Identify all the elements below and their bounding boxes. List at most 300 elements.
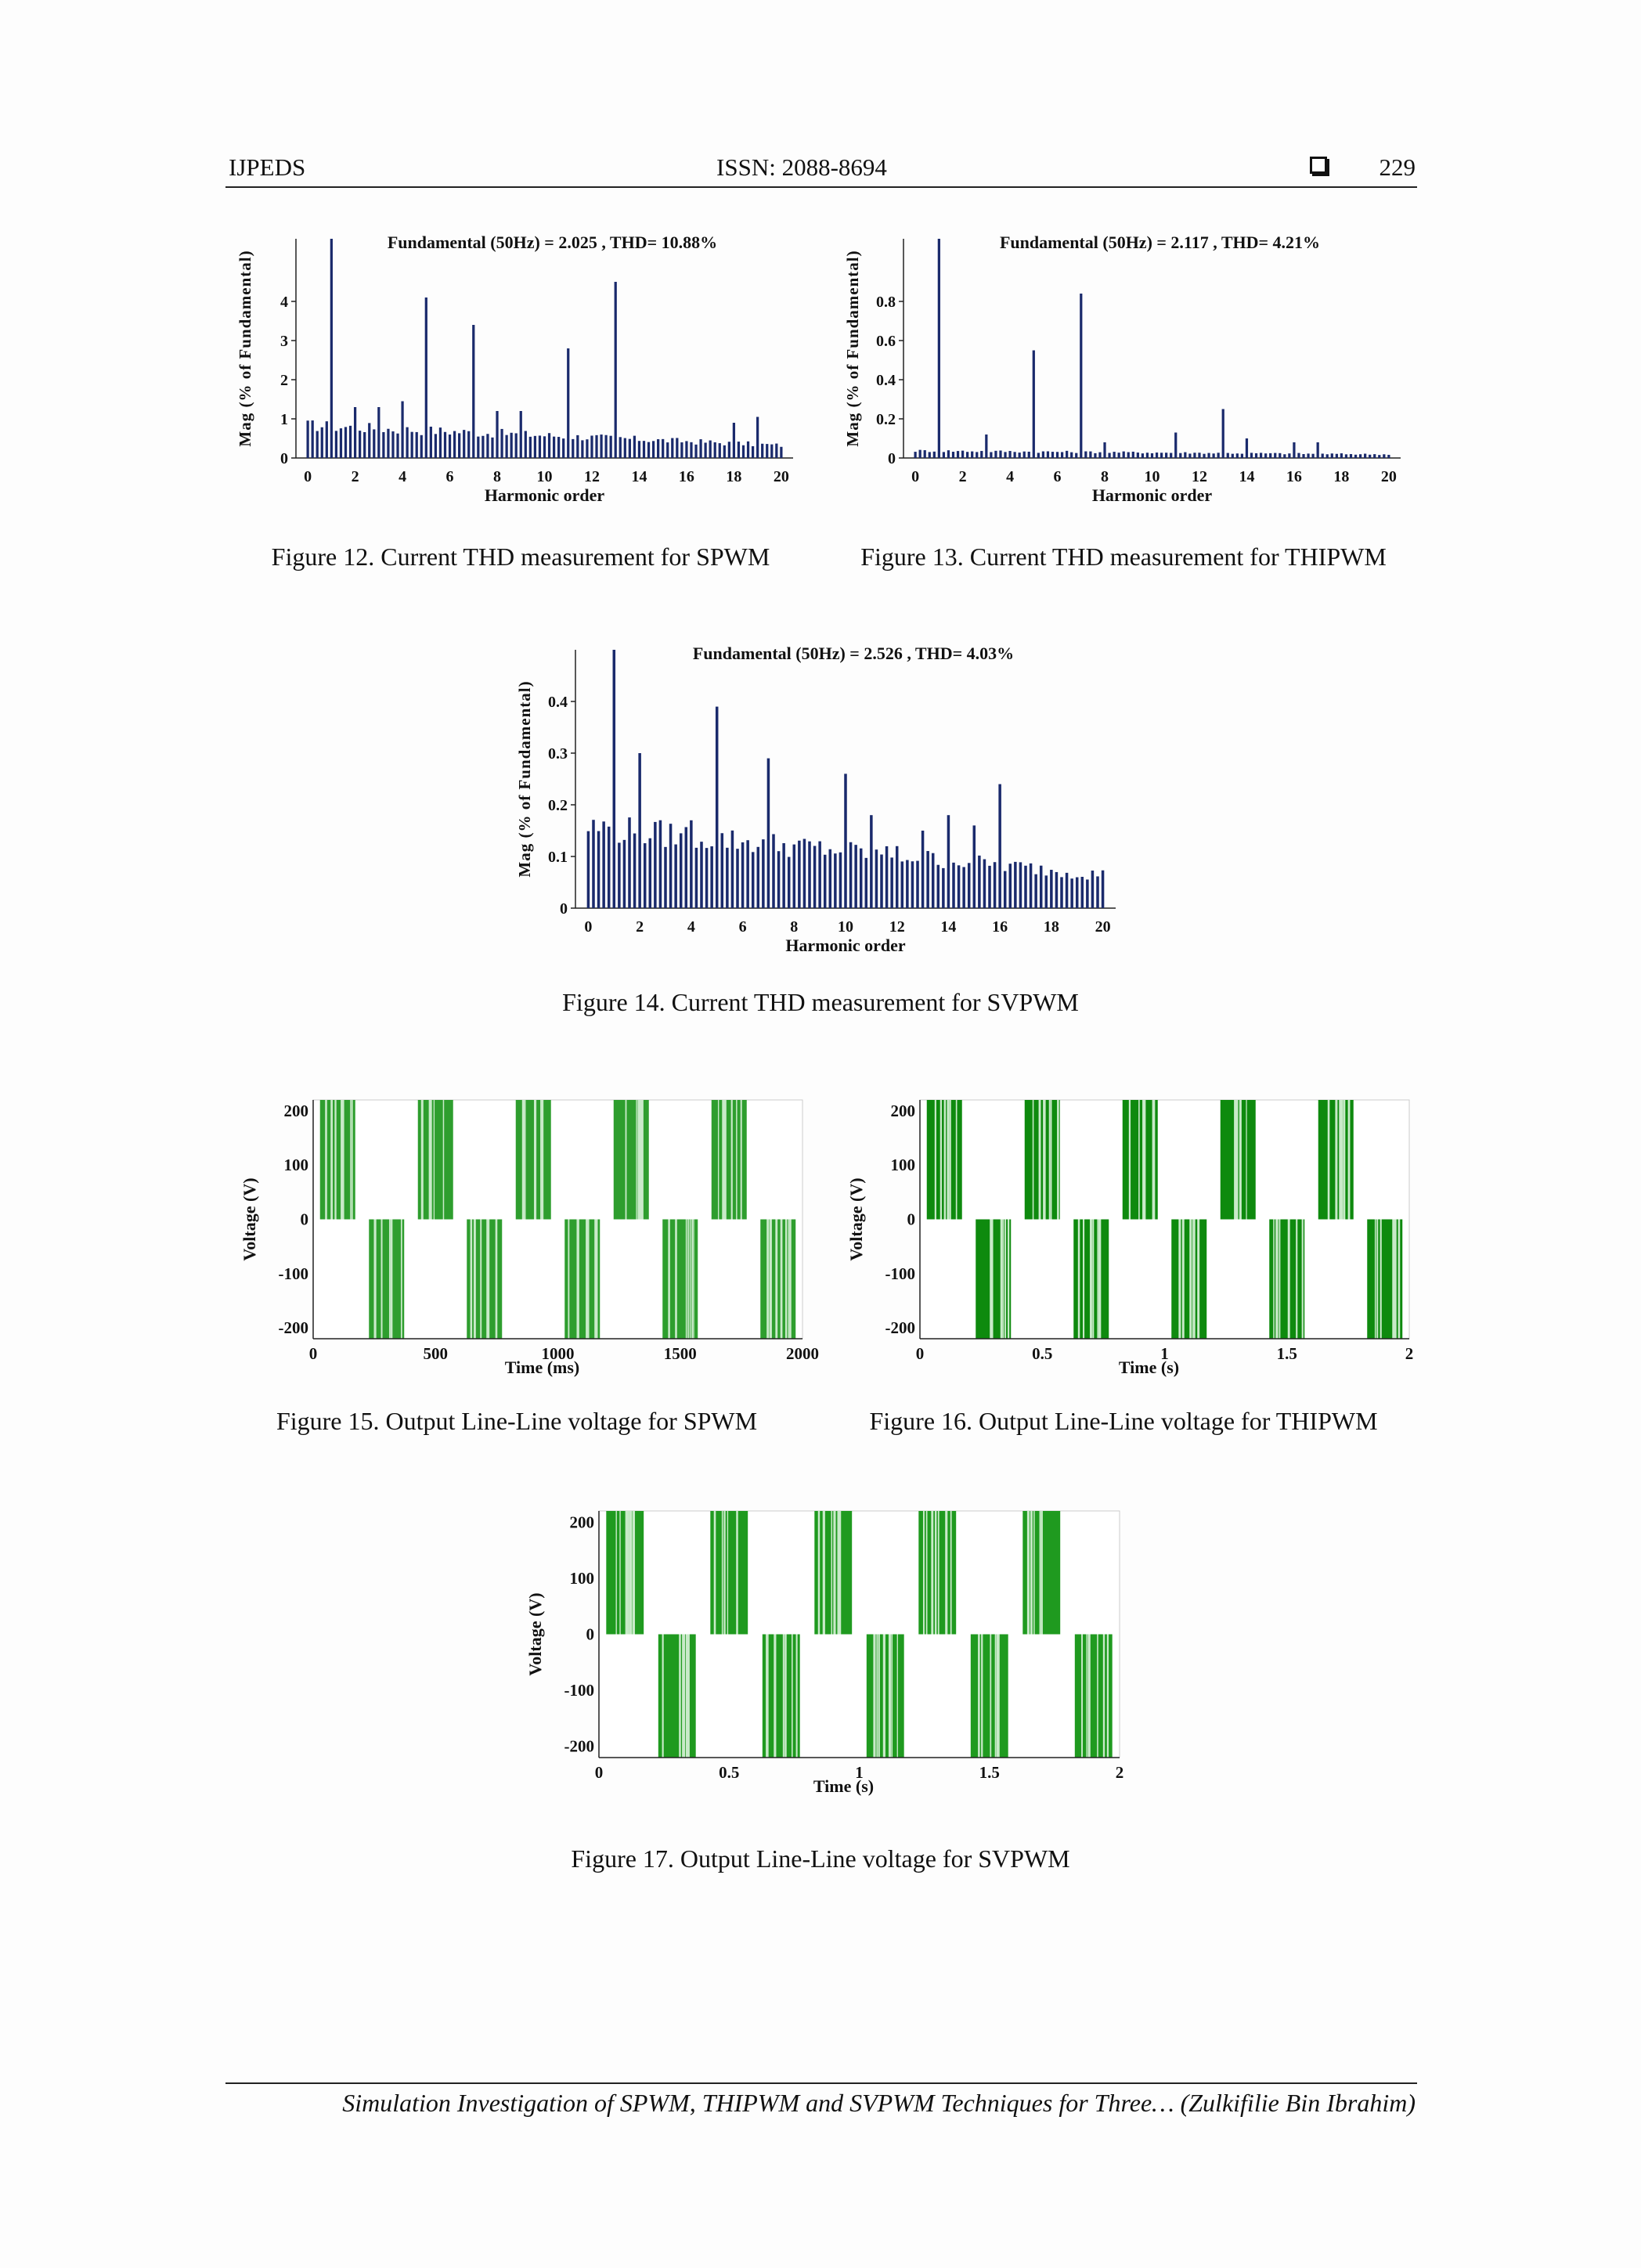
bar	[608, 827, 611, 908]
bar	[491, 438, 493, 458]
bar	[947, 815, 950, 908]
journal-name: IJPEDS	[229, 153, 306, 181]
pwm-gap	[686, 1220, 687, 1340]
pwm-gap	[1182, 1220, 1185, 1340]
bar	[916, 861, 919, 908]
y-tick-label: 200	[569, 1513, 594, 1532]
voltage-pulse-block	[710, 1511, 748, 1635]
bar	[798, 841, 801, 908]
bar	[942, 868, 945, 908]
y-axis-label: Voltage (V)	[525, 1592, 545, 1676]
bar	[391, 431, 394, 458]
pwm-gap	[788, 1220, 790, 1340]
bar	[901, 861, 904, 908]
figure-13	[841, 215, 1416, 513]
pwm-gap	[1043, 1100, 1044, 1220]
bar	[1274, 453, 1276, 458]
pwm-gap	[636, 1100, 637, 1220]
bar	[1293, 442, 1295, 458]
y-tick-label: 0	[907, 1210, 915, 1229]
bar	[1345, 454, 1347, 458]
pwm-gap	[1197, 1220, 1199, 1340]
bar	[1354, 455, 1357, 458]
bar	[463, 430, 465, 458]
bar	[699, 439, 701, 458]
x-tick-label: 1.5	[1276, 1344, 1297, 1363]
bar	[772, 834, 775, 908]
bar	[680, 833, 683, 908]
bar	[1094, 453, 1096, 458]
bar	[647, 442, 650, 458]
x-tick-label: 0.5	[719, 1763, 740, 1782]
pwm-gap	[1392, 1220, 1394, 1340]
x-tick-label: 2	[958, 468, 967, 485]
bar	[700, 842, 703, 908]
pwm-gap	[1375, 1220, 1376, 1340]
bar	[808, 842, 811, 908]
x-tick-label: 2	[1405, 1344, 1414, 1363]
bar	[330, 239, 333, 458]
pwm-gap	[576, 1220, 578, 1340]
pwm-gap	[831, 1511, 833, 1635]
x-tick-label: 18	[1333, 468, 1350, 485]
x-tick-label: 10	[838, 918, 853, 936]
bar	[1127, 453, 1130, 458]
pwm-gap	[619, 1511, 620, 1635]
pwm-gap	[1302, 1220, 1304, 1340]
pwm-gap	[783, 1635, 784, 1758]
pwm-gap	[629, 1511, 631, 1635]
bar	[757, 847, 760, 908]
bar	[1050, 870, 1053, 908]
bar	[534, 436, 536, 458]
pwm-gap	[995, 1635, 997, 1758]
voltage-pulse-block	[658, 1635, 696, 1758]
bar	[933, 452, 936, 458]
pwm-gap	[616, 1511, 617, 1635]
pwm-gap	[1039, 1100, 1041, 1220]
bar	[1040, 866, 1043, 908]
pwm-gap	[1028, 1511, 1030, 1635]
bar	[676, 438, 678, 458]
pwm-gap	[873, 1635, 875, 1758]
bar	[1387, 455, 1390, 458]
pwm-gap	[1273, 1220, 1275, 1340]
bar	[543, 436, 546, 458]
bar	[420, 435, 423, 458]
x-axis-label: Time (ms)	[504, 1358, 580, 1377]
y-tick-label: 0	[586, 1624, 594, 1644]
pwm-gap	[1030, 1511, 1033, 1635]
bar	[723, 445, 726, 458]
bar	[335, 431, 337, 458]
bar	[496, 411, 498, 458]
fig13-chart	[841, 215, 1416, 513]
pwm-gap	[1152, 1100, 1154, 1220]
bar	[439, 427, 442, 458]
x-tick-label: 12	[583, 468, 600, 485]
pwm-gap	[1296, 1220, 1297, 1340]
y-tick-label: 0.4	[876, 372, 896, 389]
bar	[780, 447, 782, 458]
bar	[870, 815, 873, 908]
bar	[664, 847, 667, 908]
bar	[929, 452, 931, 458]
bar	[382, 432, 384, 458]
y-axis-label: Mag (% of Fundamental)	[236, 250, 254, 447]
pwm-gap	[631, 1511, 633, 1635]
x-tick-label: 14	[1239, 468, 1255, 485]
bar	[741, 842, 745, 908]
x-tick-label: 10	[1144, 468, 1160, 485]
pwm-gap	[883, 1635, 885, 1758]
y-tick-label: 0.4	[548, 694, 568, 711]
bar	[600, 434, 602, 458]
bar	[844, 773, 847, 908]
pwm-gap	[352, 1100, 353, 1220]
pwm-gap	[675, 1220, 677, 1340]
pwm-gap	[1090, 1220, 1092, 1340]
bar	[595, 435, 597, 458]
pwm-gap	[1189, 1220, 1191, 1340]
bar	[1084, 452, 1087, 458]
bar	[1283, 454, 1286, 458]
voltage-pulse-block	[1367, 1220, 1402, 1340]
bar	[952, 452, 954, 458]
pwm-gap	[662, 1635, 664, 1758]
pwm-gap	[687, 1220, 689, 1340]
bar	[1383, 454, 1385, 458]
x-tick-label: 0	[308, 1344, 318, 1363]
bar	[919, 450, 921, 458]
pwm-gap	[741, 1100, 742, 1220]
bar	[567, 348, 569, 458]
pwm-gap	[766, 1635, 767, 1758]
y-tick-label: 0.2	[876, 411, 896, 428]
bar	[615, 282, 617, 458]
y-tick-label: -200	[885, 1318, 915, 1338]
pwm-gap	[637, 1100, 639, 1220]
pwm-gap	[947, 1100, 948, 1220]
bar	[307, 420, 309, 458]
pwm-gap	[839, 1511, 841, 1635]
bar	[860, 849, 863, 908]
y-tick-label: 0.2	[548, 797, 568, 814]
bar	[1096, 876, 1099, 908]
pwm-gap	[1086, 1635, 1087, 1758]
pwm-gap	[948, 1100, 949, 1220]
bar	[396, 434, 399, 458]
bar	[968, 863, 971, 908]
bar	[1312, 454, 1315, 458]
bar	[624, 438, 626, 458]
bar	[1369, 455, 1371, 458]
caption-fig14: Figure 14. Current THD measurement for SVPWM	[562, 988, 1079, 1016]
y-tick-label: 100	[890, 1156, 915, 1175]
y-tick-label: 0	[888, 450, 896, 467]
bar	[932, 853, 935, 908]
bar	[767, 759, 770, 908]
pwm-gap	[1103, 1635, 1105, 1758]
bar	[326, 421, 328, 458]
pwm-gap	[718, 1100, 719, 1220]
pwm-gap	[687, 1635, 689, 1758]
bar	[1123, 452, 1125, 458]
footer-citation: Simulation Investigation of SPWM, THIPWM and SVPWM Techniques for Three… (Zulkifilie Bin Ibrahim)	[342, 2089, 1416, 2117]
pwm-gap	[421, 1100, 424, 1220]
x-tick-label: 14	[940, 918, 957, 936]
bar	[1322, 453, 1324, 458]
bar	[957, 451, 959, 458]
pwm-gap	[578, 1220, 579, 1340]
y-tick-label: -200	[564, 1736, 594, 1756]
pwm-gap	[775, 1220, 777, 1340]
bar	[742, 445, 745, 458]
bar	[716, 707, 719, 908]
pwm-gap	[1078, 1220, 1080, 1340]
bar	[623, 840, 626, 908]
y-tick-label: 100	[283, 1156, 308, 1175]
bar	[849, 842, 853, 908]
bar	[788, 857, 791, 908]
bar	[998, 784, 1001, 908]
pwm-gap	[990, 1635, 991, 1758]
pwm-gap	[1097, 1635, 1098, 1758]
pwm-gap	[978, 1635, 979, 1758]
pwm-gap	[981, 1635, 983, 1758]
bar	[1070, 878, 1073, 908]
bar	[572, 439, 574, 458]
x-tick-label: 1500	[663, 1344, 697, 1363]
pwm-gap	[878, 1635, 880, 1758]
bar	[1045, 875, 1048, 908]
bar	[710, 846, 713, 908]
bar	[1151, 453, 1153, 458]
bar	[1037, 453, 1040, 458]
voltage-pulse-block	[516, 1100, 551, 1220]
bar	[1264, 453, 1267, 458]
bar	[1326, 454, 1329, 458]
x-tick-label: 6	[1053, 468, 1062, 485]
voltage-pulse-block	[606, 1511, 644, 1635]
bar	[880, 854, 883, 908]
bar	[354, 407, 356, 458]
bar	[449, 434, 451, 458]
bar	[994, 451, 997, 458]
pwm-gap	[731, 1100, 733, 1220]
chart-title: Fundamental (50Hz) = 2.025 , THD= 10.88%	[387, 233, 718, 252]
bar	[1030, 864, 1033, 908]
bar	[1023, 452, 1026, 458]
pwm-gap	[683, 1635, 685, 1758]
pwm-gap	[474, 1220, 475, 1340]
bar	[705, 442, 707, 458]
bar	[680, 442, 683, 458]
pwm-gap	[935, 1100, 936, 1220]
figure-16	[842, 1088, 1421, 1386]
bar	[529, 437, 532, 458]
pwm-gap	[891, 1635, 893, 1758]
y-tick-label: 100	[569, 1568, 594, 1588]
bar	[638, 441, 640, 458]
bar	[775, 444, 777, 458]
x-tick-label: 8	[1101, 468, 1109, 485]
bar	[1061, 452, 1063, 458]
bar	[1165, 453, 1167, 458]
x-axis-label: Time (s)	[813, 1776, 875, 1796]
bar	[1080, 294, 1082, 458]
y-tick-label: 0	[300, 1210, 308, 1229]
pwm-gap	[935, 1511, 936, 1635]
pwm-gap	[690, 1220, 691, 1340]
bar	[425, 297, 427, 458]
voltage-pulse-block	[614, 1100, 649, 1220]
pwm-gap	[723, 1511, 725, 1635]
bar	[1213, 453, 1215, 458]
bar	[1076, 878, 1079, 908]
pwm-gap	[686, 1635, 687, 1758]
bar	[1056, 452, 1059, 458]
pwm-gap	[373, 1220, 376, 1340]
pwm-gap	[1339, 1100, 1341, 1220]
bar	[1255, 453, 1257, 458]
pwm-gap	[790, 1220, 792, 1340]
bar	[834, 853, 837, 908]
pwm-gap	[568, 1220, 569, 1340]
pwm-gap	[1275, 1220, 1277, 1340]
bar	[662, 439, 664, 458]
pwm-gap	[1083, 1220, 1084, 1340]
pwm-gap	[693, 1220, 694, 1340]
bar	[1066, 451, 1068, 458]
bar	[839, 853, 842, 908]
bar	[733, 423, 735, 458]
x-tick-label: 6	[738, 918, 747, 936]
bar	[597, 831, 600, 908]
bar	[962, 867, 965, 908]
y-tick-label: 4	[280, 294, 288, 311]
pwm-gap	[381, 1220, 382, 1340]
pwm-gap	[950, 1511, 952, 1635]
bar	[1066, 873, 1069, 908]
bar	[1302, 454, 1304, 458]
bar	[515, 433, 518, 458]
figure-12	[233, 215, 809, 513]
bar	[685, 441, 687, 458]
bar	[1207, 453, 1210, 458]
x-tick-label: 0	[915, 1344, 925, 1363]
bar	[1019, 862, 1022, 908]
voltage-pulse-block	[1075, 1635, 1113, 1758]
pwm-gap	[926, 1511, 928, 1635]
bar	[924, 450, 926, 458]
bar	[1179, 453, 1181, 458]
bar	[638, 753, 641, 908]
bar	[1288, 453, 1290, 458]
pwm-gap	[1380, 1220, 1382, 1340]
bar	[1250, 453, 1253, 458]
y-tick-label: 0.6	[876, 333, 896, 350]
y-tick-label: 200	[890, 1101, 915, 1120]
bar	[644, 843, 647, 908]
bar	[553, 437, 555, 458]
pwm-gap	[1040, 1511, 1041, 1635]
pwm-gap	[522, 1100, 524, 1220]
bar	[793, 845, 796, 908]
bar	[525, 431, 527, 458]
pwm-gap	[784, 1635, 787, 1758]
bar	[736, 849, 739, 908]
x-axis-label: Time (s)	[1118, 1358, 1180, 1377]
pwm-gap	[1002, 1220, 1004, 1340]
pwm-gap	[1049, 1100, 1051, 1220]
bar	[1170, 453, 1172, 458]
pwm-gap	[679, 1635, 681, 1758]
pwm-gap	[626, 1511, 628, 1635]
bar	[1034, 874, 1037, 908]
pwm-gap	[1041, 1511, 1043, 1635]
bar	[1359, 454, 1361, 458]
checkbox-symbol-icon	[1310, 157, 1327, 174]
bar	[803, 839, 806, 908]
bar	[1091, 871, 1095, 908]
bar	[747, 442, 749, 458]
bar	[602, 821, 605, 908]
bar	[728, 442, 730, 458]
bar	[705, 848, 709, 908]
pwm-gap	[949, 1100, 950, 1220]
chart-title: Fundamental (50Hz) = 2.526 , THD= 4.03%	[692, 644, 1015, 663]
voltage-pulse-block	[1269, 1220, 1304, 1340]
bar	[911, 861, 914, 908]
pwm-gap	[325, 1100, 327, 1220]
caption-fig13: Figure 13. Current THD measurement for THIPWM	[860, 543, 1387, 571]
pwm-gap	[736, 1100, 737, 1220]
pwm-gap	[944, 1100, 947, 1220]
bar	[890, 857, 893, 908]
bar	[1042, 452, 1044, 458]
bar	[738, 442, 740, 458]
pwm-gap	[1178, 1220, 1181, 1340]
bar	[1098, 453, 1101, 458]
x-tick-label: 1	[1160, 1344, 1169, 1363]
bar	[690, 820, 693, 908]
y-axis-label: Mag (% of Fundamental)	[843, 250, 862, 447]
bar	[1089, 452, 1091, 458]
bar	[752, 446, 754, 458]
pwm-gap	[992, 1220, 994, 1340]
pwm-gap	[770, 1220, 772, 1340]
pwm-gap	[486, 1220, 489, 1340]
bar	[1132, 452, 1134, 458]
bar	[994, 862, 997, 908]
bar	[1227, 453, 1229, 458]
y-tick-label: 0.3	[548, 745, 568, 763]
y-tick-label: 0.8	[876, 294, 896, 311]
pwm-gap	[833, 1511, 835, 1635]
bar	[719, 443, 721, 458]
fig17-chart	[521, 1499, 1131, 1805]
bar	[813, 846, 817, 908]
bar	[1232, 454, 1234, 458]
pwm-gap	[1240, 1100, 1242, 1220]
bar	[695, 848, 698, 908]
pwm-gap	[480, 1220, 481, 1340]
x-tick-label: 2	[636, 918, 644, 936]
bar	[643, 441, 645, 458]
pwm-gap	[391, 1220, 393, 1340]
x-tick-label: 12	[1191, 468, 1207, 485]
